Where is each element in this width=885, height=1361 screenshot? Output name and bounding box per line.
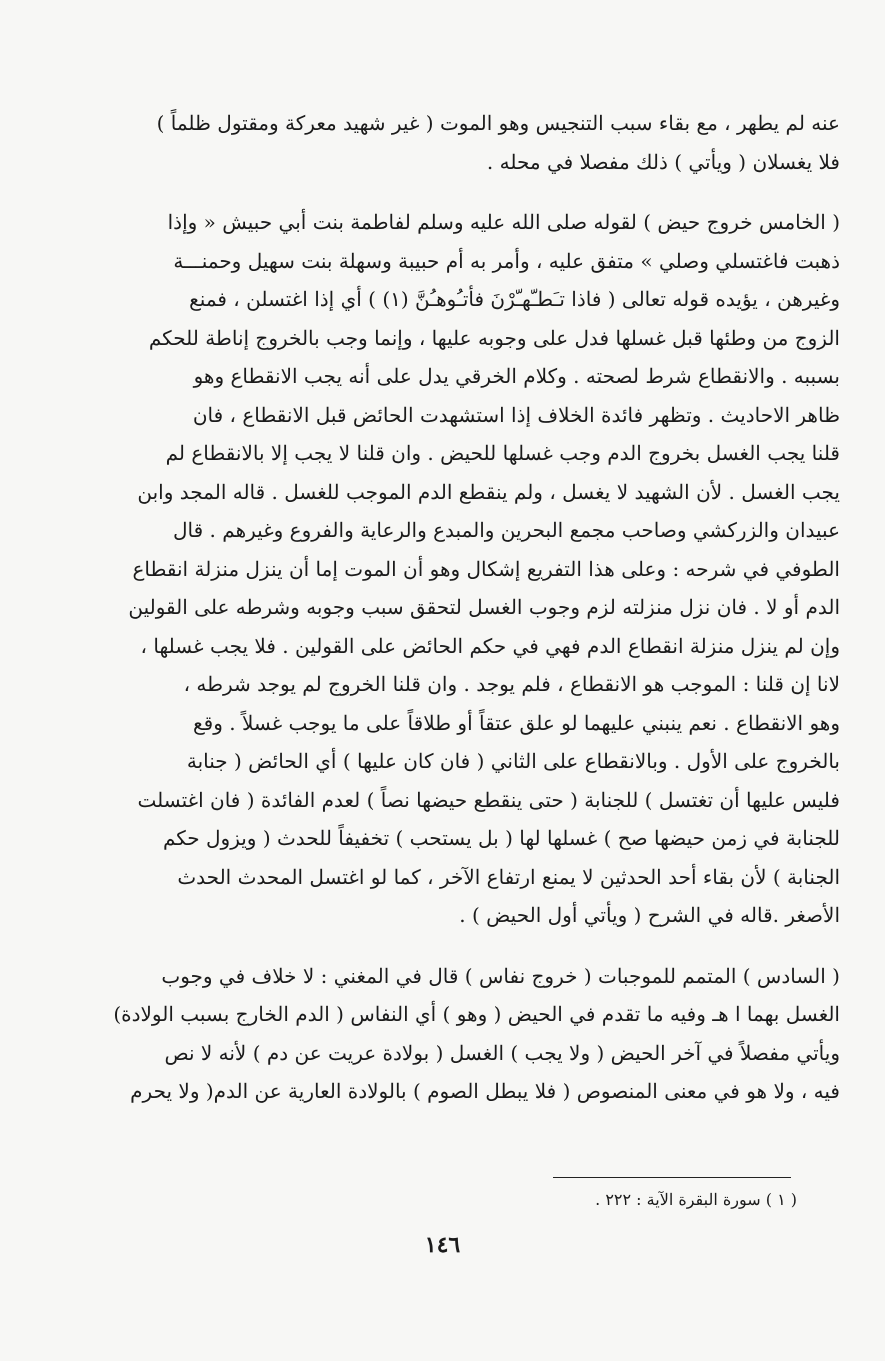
- text-line: فليس عليها أن تغتسل ) للجنابة ( حتى ينقطع حيضها نصاً ) لعدم الفائدة ( فان اغتسلت: [137, 787, 840, 812]
- text-line: الدم أو لا . فان نزل منزلته لزم وجوب الغسل لتحقق سبب وجوبه وشرطه على القولين: [128, 595, 840, 619]
- text-line: بسببه . والانقطاع شرط لصحته . وكلام الخرقي يدل على أنه يجب الانقطاع وهو: [193, 364, 840, 388]
- text-line: الغسل بهما ا هـ وفيه ما تقدم في الحيض ( وهو ) أي النفاس ( الدم الخارج بسبب الولادة): [113, 1002, 840, 1026]
- text-line: فلا يغسلان ( ويأتي ) ذلك مفصلا في محله .: [486, 149, 840, 174]
- text-line: لانا إن قلنا : الموجب هو الانقطاع ، فلم يوجد . وان قلنا الخروج لم يوجد شرطه ،: [183, 672, 840, 696]
- text-line: وإن لم ينزل منزلة انقطاع الدم فهي في حكم الحائض على القولين . فلا يجب غسلها ،: [140, 633, 840, 658]
- text-line: عبيدان والزركشي وصاحب مجمع البحرين والمبدع والرعاية والفروع وغيرهم . قال: [173, 518, 840, 542]
- body-text: [50, 104, 840, 1111]
- text-line: فيه ، ولا هو في معنى المنصوص ( فلا يبطل الصوم ) بالولادة العارية عن الدم( ولا يحرم: [130, 1079, 840, 1103]
- text-line: ظاهر الاحاديث . وتظهر فائدة الخلاف إذا استشهدت الحائض قبل الانقطاع ، فان: [192, 402, 840, 427]
- text-line: الأصغر .قاله في الشرح ( ويأتي أول الحيض ) .: [459, 903, 840, 927]
- text-line: الجنابة ) لأن بقاء أحد الحدثين لا يمنع ارتفاع الآخر ، كما لو اغتسل المحدث الحدث: [177, 864, 840, 889]
- text-line: ( السادس ) المتمم للموجبات ( خروج نفاس ) قال في المغني : لا خلاف في وجوب: [161, 963, 840, 988]
- text-line: الزوج من وطئها قبل غسلها فدل على وجوبه عليها ، وإنما وجب بالخروج إناطة للحكم: [148, 325, 840, 350]
- text-line: الطوفي في شرحه : وعلى هذا التفريع إشكال وهو أن الموت إما أن ينزل منزلة انقطاع: [132, 556, 840, 581]
- paragraph: [50, 203, 840, 935]
- text-line: ذهبت فاغتسلي وصلي » متفق عليه ، وأمر به أم حبيبة وسهلة بنت سهيل وحمنـــة: [173, 248, 840, 273]
- page-number: ١٤٦: [424, 1232, 461, 1258]
- footnote-divider: [553, 1177, 791, 1178]
- footnote: ( ١ ) سورة البقرة الآية : ٢٢٢ .: [595, 1190, 797, 1209]
- text-line: يجب الغسل . لأن الشهيد لا يغسل ، ولم ينقطع الدم الموجب للغسل . قاله المجد وابن: [137, 479, 840, 504]
- text-line: وهو الانقطاع . نعم ينبني عليهما لو علق عتقاً أو طلاقاً على ما يوجب غسلاً . وقع: [193, 710, 840, 735]
- text-line: للجنابة في زمن حيضها صح ) غسلها لها ( بل يستحب ) تخفيفاً للحدث ( ويزول حكم: [162, 826, 840, 850]
- text-line: ( الخامس خروج حيض ) لقوله صلى الله عليه وسلم لفاطمة بنت أبي حبيش « وإذا: [167, 210, 840, 234]
- paragraph: [50, 104, 840, 181]
- text-line: ويأتي مفصلاً في آخر الحيض ( ولا يجب ) الغسل ( بولادة عريت عن دم ) لأنه لا نص: [164, 1040, 840, 1065]
- paragraph: [50, 957, 840, 1111]
- text-line: وغيرهن ، يؤيده قوله تعالى ( فاذا تـَطـّهـّرْنَ فأتـُوهـُنَّ (١) ) أي إذا اغتسلن ، فمنع: [189, 287, 840, 311]
- text-line: عنه لم يطهر ، مع بقاء سبب التنجيس وهو الموت ( غير شهيد معركة ومقتول ظلماً ): [156, 111, 840, 135]
- text-line: قلنا يجب الغسل بخروج الدم وجب غسلها للحيض . وان قلنا لا يجب إلا بالانقطاع لم: [165, 441, 840, 465]
- text-line: بالخروج على الأول . وبالانقطاع على الثاني ( فان كان عليها ) أي الحائض ( جنابة: [186, 749, 840, 773]
